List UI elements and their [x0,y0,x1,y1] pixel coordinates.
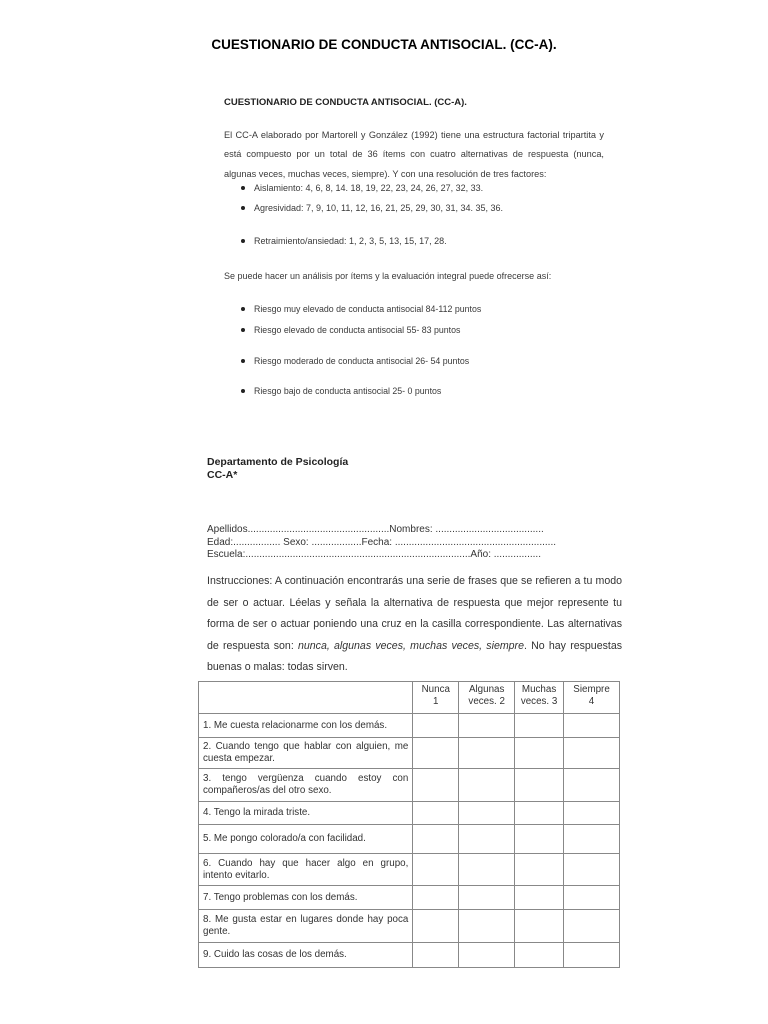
table-row [199,825,620,854]
answer-cell-siempre[interactable] [564,886,620,910]
answer-cell-nunca[interactable] [413,802,459,825]
answer-cell-algunas-veces[interactable] [459,854,515,886]
answer-cell-algunas-veces[interactable] [459,943,515,968]
risk-item: Riesgo bajo de conducta antisocial 25- 0 puntos [224,387,604,396]
answer-cell-algunas-veces[interactable] [459,769,515,802]
column-header-siempre: Siempre 4 [564,682,620,714]
risk-item: Riesgo elevado de conducta antisocial 55- 83 puntos [224,326,604,335]
table-row [199,886,620,910]
risk-item: Riesgo muy elevado de conducta antisocial 84-112 puntos [224,305,604,314]
answer-cell-algunas-veces[interactable] [459,825,515,854]
item-text: 5. Me pongo colorado/a con facilidad. [199,825,413,854]
column-header-nunca: Nunca 1 [413,682,459,714]
answer-cell-nunca[interactable] [413,825,459,854]
column-header-algunas-veces: Algunas veces. 2 [459,682,515,714]
answer-cell-siempre[interactable] [564,802,620,825]
item-text: 1. Me cuesta relacionarme con los demás. [199,714,413,738]
item-text: 4. Tengo la mirada triste. [199,802,413,825]
answer-cell-nunca[interactable] [413,943,459,968]
factor-list [224,184,604,246]
item-text: 2. Cuando tengo que hablar con alguien, me cuesta empezar. [199,738,413,769]
analysis-text: Se puede hacer un análisis por ítems y la evaluación integral puede ofrecerse así: [224,271,552,281]
factor-item: Retraimiento/ansiedad: 1, 2, 3, 5, 13, 15, 17, 28. [224,237,604,246]
answer-cell-siempre[interactable] [564,825,620,854]
answer-cell-siempre[interactable] [564,738,620,769]
personal-fields [207,524,627,562]
instructions-options: nunca, algunas veces, muchas veces, siempre [297,639,524,652]
answer-cell-muchas-veces[interactable] [515,714,564,738]
intro-paragraph: El CC-A elaborado por Martorell y González (1992) tiene una estructura factorial tripartita y está compuesto por un total de 36 ítems con cuatro alternativas de respuesta (nunca, algunas veces, muchas veces, siempre). Y con una resolución de tres factores: [224,129,604,179]
answer-cell-nunca[interactable] [413,714,459,738]
table-row [199,738,620,769]
answer-cell-nunca[interactable] [413,886,459,910]
risk-list [224,305,604,396]
factor-item: Agresividad: 7, 9, 10, 11, 12, 16, 21, 25, 29, 30, 31, 34. 35, 36. [224,204,604,213]
instructions-tail: . No hay respuestas buenas o malas: todas sirven. [207,639,623,673]
answer-cell-siempre[interactable] [564,910,620,943]
answer-cell-siempre[interactable] [564,769,620,802]
answer-cell-algunas-veces[interactable] [459,802,515,825]
answer-cell-muchas-veces[interactable] [515,738,564,769]
answer-cell-algunas-veces[interactable] [459,714,515,738]
instructions-paragraph [207,571,622,679]
field-line-surname-name: Apellidos...................................................Nombres: ....................................... [207,524,544,535]
answer-cell-muchas-veces[interactable] [515,802,564,825]
answer-cell-muchas-veces[interactable] [515,854,564,886]
answer-cell-muchas-veces[interactable] [515,886,564,910]
column-header-muchas-veces: Muchas veces. 3 [515,682,564,714]
table-header-row [199,682,620,714]
field-line-age-sex-date: Edad:................. Sexo: ..................Fecha: .......................................................... [207,536,556,548]
answer-cell-algunas-veces[interactable] [459,910,515,943]
table-row [199,769,620,802]
department-header [207,456,348,482]
factor-item: Aislamiento: 4, 6, 8, 14. 18, 19, 22, 23, 24, 26, 27, 32, 33. [224,184,604,193]
questionnaire-table [198,681,620,968]
document-title: CUESTIONARIO DE CONDUCTA ANTISOCIAL. (CC-A). [211,37,557,52]
item-text: 7. Tengo problemas con los demás. [199,886,413,910]
answer-cell-muchas-veces[interactable] [515,943,564,968]
answer-cell-siempre[interactable] [564,943,620,968]
instructions-lead: Instrucciones: A continuación encontrarás una serie de frases que se refieren a tu modo de ser o actuar. Léelas y señala la alternativa de respuesta que mejor represente tu forma de ser o actuar poniendo una cruz en la casilla correspondiente. Las alternativas de respuesta son: [207,575,622,652]
answer-cell-nunca[interactable] [413,910,459,943]
answer-cell-algunas-veces[interactable] [459,738,515,769]
table-row [199,854,620,886]
item-column-header [199,682,413,714]
table-row [199,714,620,738]
answer-cell-algunas-veces[interactable] [459,886,515,910]
answer-cell-siempre[interactable] [564,854,620,886]
answer-cell-nunca[interactable] [413,854,459,886]
answer-cell-nunca[interactable] [413,769,459,802]
section-subtitle: CUESTIONARIO DE CONDUCTA ANTISOCIAL. (CC-A). [224,97,467,108]
item-text: 9. Cuido las cosas de los demás. [199,943,413,968]
table-row [199,910,620,943]
item-text: 8. Me gusta estar en lugares donde hay poca gente. [199,910,413,943]
item-text: 6. Cuando hay que hacer algo en grupo, intento evitarlo. [199,854,413,886]
field-line-school-year: Escuela:.................................................................................Año: ................. [207,549,541,560]
answer-cell-siempre[interactable] [564,714,620,738]
item-text: 3. tengo vergüenza cuando estoy con compañeros/as del otro sexo. [199,769,413,802]
scanned-description [224,98,604,396]
answer-cell-muchas-veces[interactable] [515,769,564,802]
answer-cell-muchas-veces[interactable] [515,825,564,854]
table-row [199,802,620,825]
answer-cell-muchas-veces[interactable] [515,910,564,943]
form-code: CC-A* [207,469,238,481]
department-name: Departamento de Psicología [207,456,349,468]
table-row [199,943,620,968]
risk-item: Riesgo moderado de conducta antisocial 26- 54 puntos [224,357,604,366]
answer-cell-nunca[interactable] [413,738,459,769]
